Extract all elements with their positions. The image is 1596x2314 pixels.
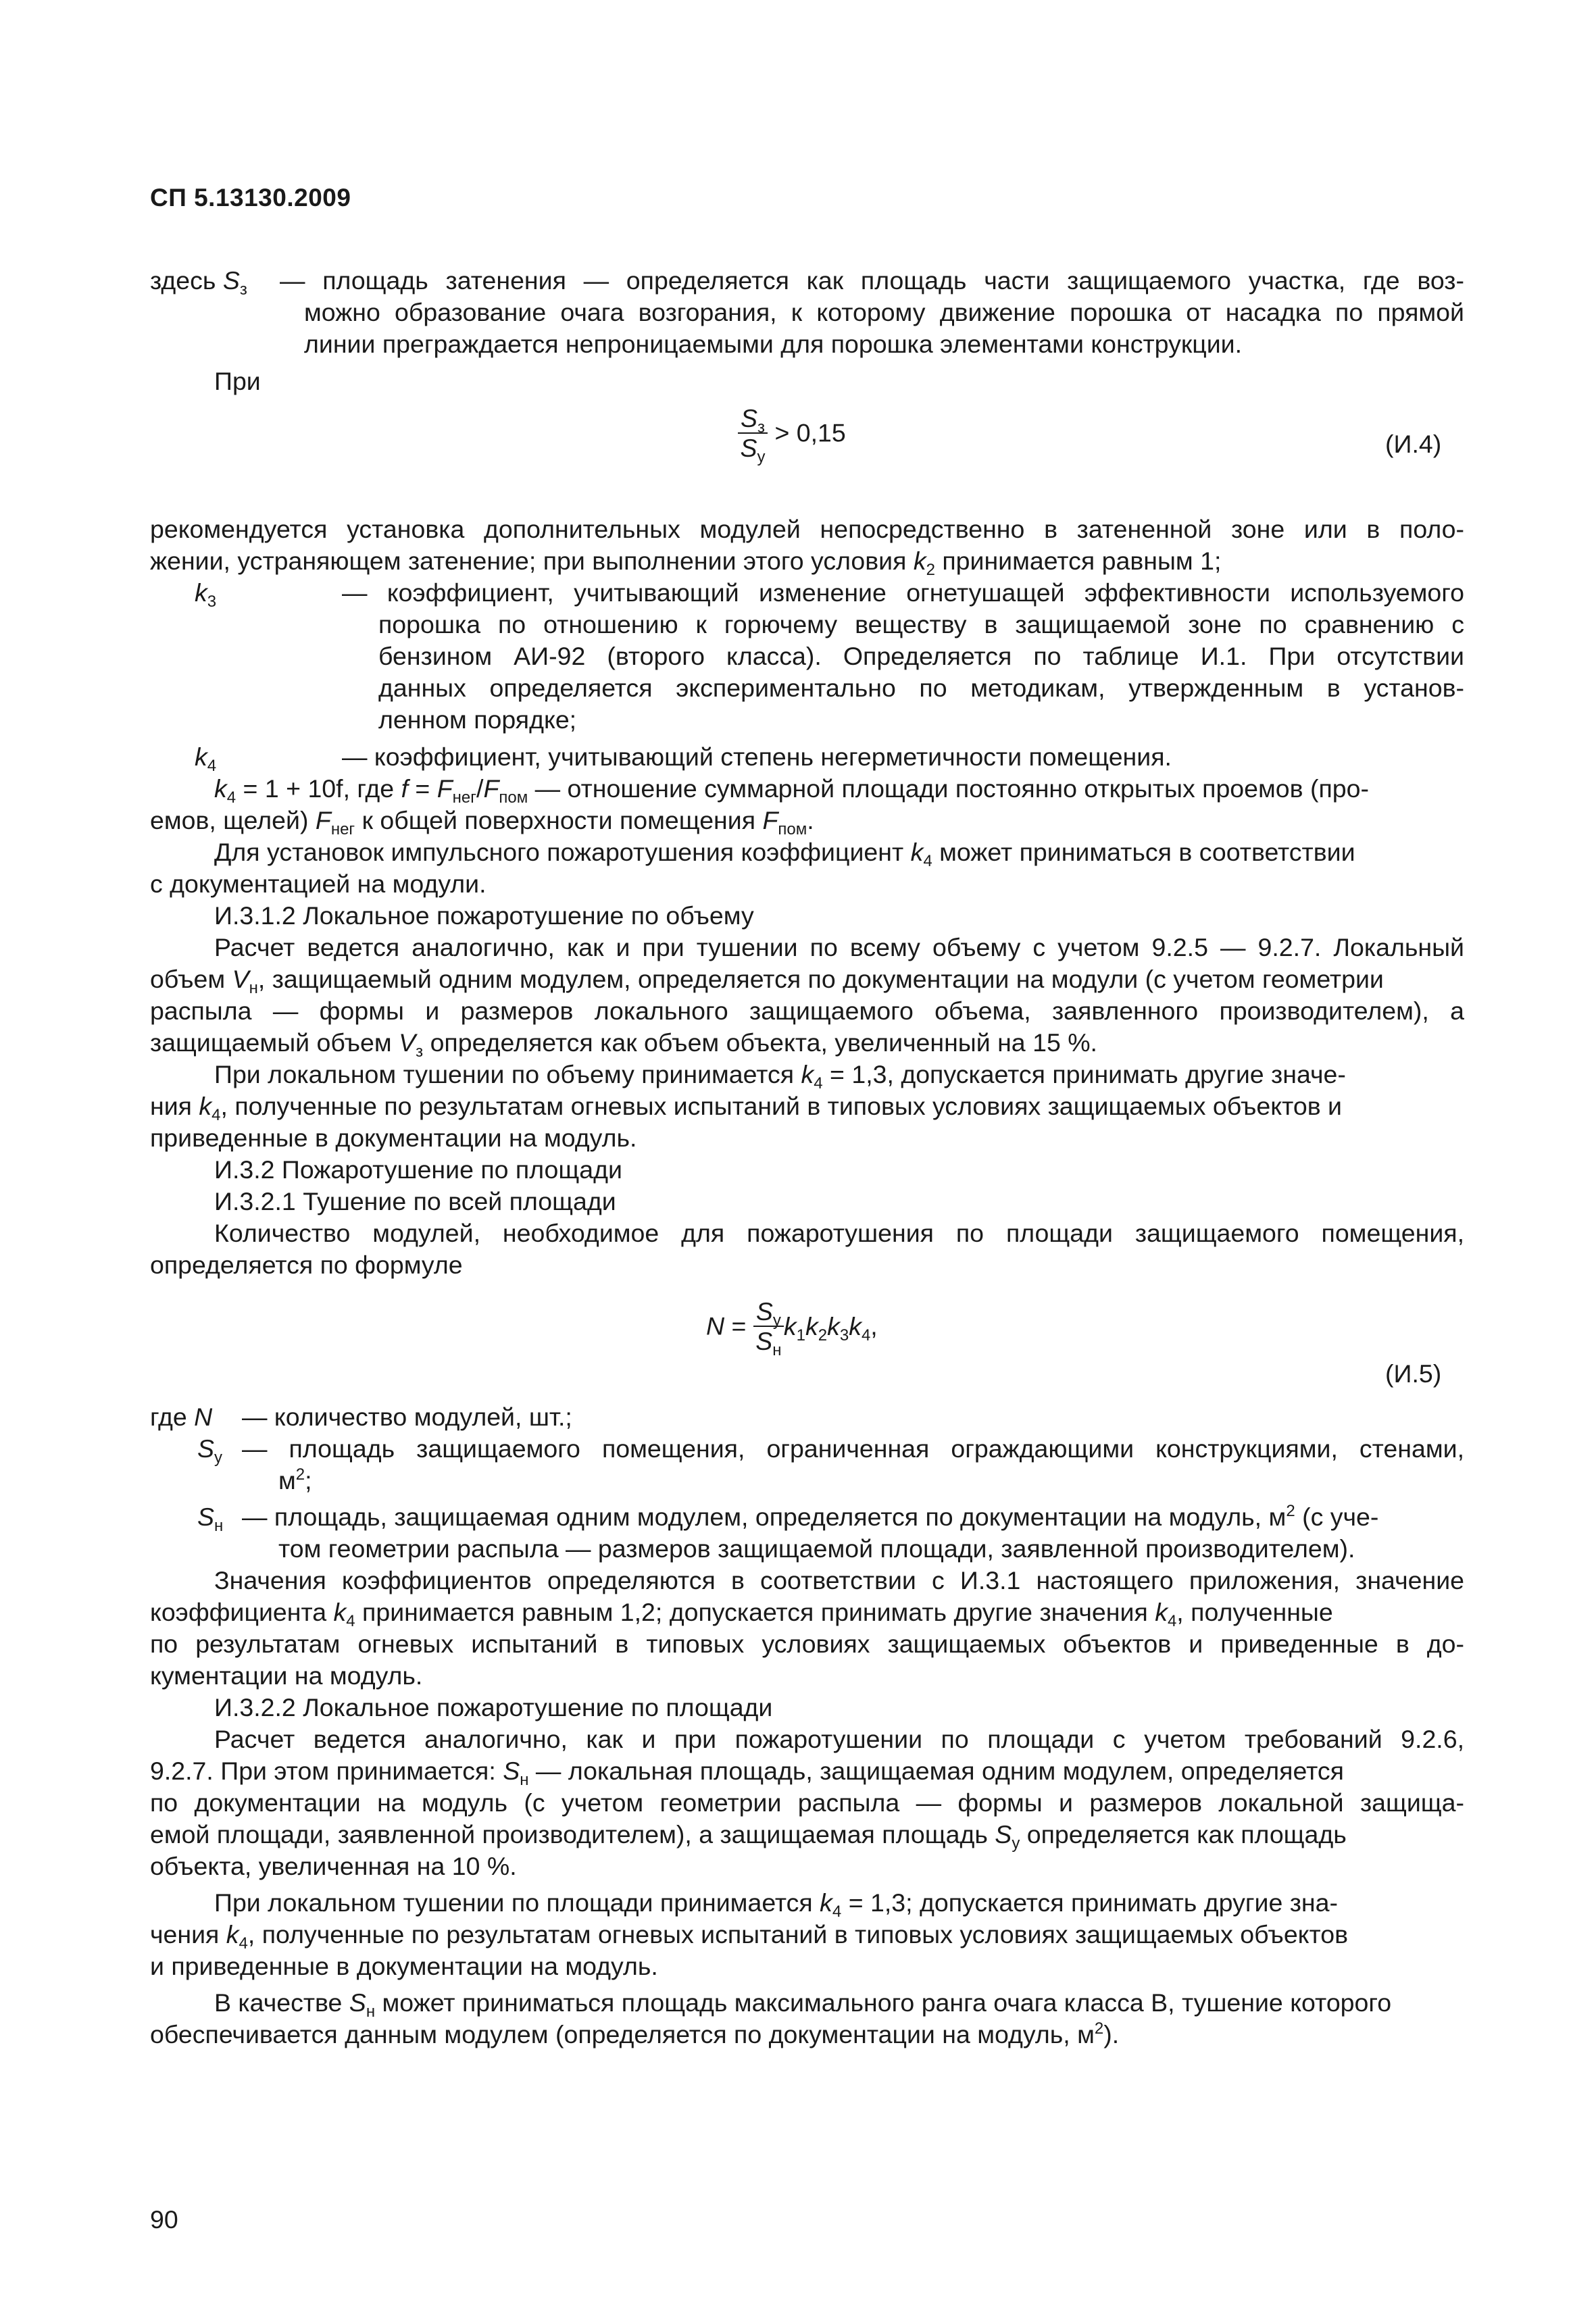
impulse-line-2: с документацией на модули. <box>150 870 487 898</box>
sy-definition-line-1: — площадь защищаемого помещения, ограниченная ограждающими конструкциями, стенами, <box>242 1434 1464 1463</box>
coef-line-3: по результатам огневых испытаний в типовых условиях защищаемых объектов и приведенные в до- <box>150 1630 1464 1658</box>
s3-definition-line-1: — площадь затенения — определяется как площадь части защищаемого участка, где воз- <box>280 266 1464 295</box>
local-area-k4-line-1: При локальном тушении по площади принимается $k_4 = 1,3$; допускается принимать другие зна- <box>214 1888 1338 1921</box>
section-i32-heading: И.3.2 Пожаротушение по площади <box>214 1155 622 1184</box>
k3-definition-line-5: ленном порядке; <box>378 705 577 734</box>
s3-definition-line-2: можно образование очага возгорания, к которому движение порошка от насадка по прямой <box>304 298 1464 326</box>
sn-definition-line-2: том геометрии распыла — размеров защищаемой площади, заявленной производителем). <box>278 1534 1355 1563</box>
fraction-s3-over-sy: $\frac{S_з}{S_у}$ <box>738 404 768 462</box>
local-volume-line-2: ния $k_4$, полученные по результатам огневых испытаний в типовых условиях защищаемых объектов и <box>150 1092 1343 1124</box>
fraction-sy-over-sn: $\frac{S_у}{S_н}$ <box>753 1297 784 1355</box>
s3-definition-line-3: линии преграждается непроницаемыми для порошка элементами конструкции. <box>304 330 1243 358</box>
s3-label: здесь $S_з$ <box>150 266 247 299</box>
local-area-line-1: Расчет ведется аналогично, как и при пожаротушении по площади с учетом требований 9.2.6, <box>214 1725 1464 1753</box>
equation-i4-label: (И.4) <box>1385 430 1442 458</box>
sy-symbol: $S_у$ <box>197 1434 223 1467</box>
k4-formula-line-1: $k_4 = 1 + 10f$, где $f = F_{нег}/F_{пом}$ — отношение суммарной площади постоянно открытых проемов (про- <box>214 774 1369 807</box>
calc-line-3: распыла — формы и размеров локального защищаемого объема, заявленного производителем), а <box>150 997 1464 1025</box>
document-code-header: СП 5.13130.2009 <box>150 184 351 211</box>
coef-line-4: кументации на модуль. <box>150 1661 423 1690</box>
equation-i4-rhs: > 0,15 <box>774 418 846 447</box>
k4-symbol: $k_4$ <box>195 743 217 775</box>
n-label: где N <box>150 1403 213 1431</box>
k3-definition-line-4: данных определяется экспериментально по методикам, утвержденным в установ- <box>378 674 1464 702</box>
n-definition: — количество модулей, шт.; <box>242 1403 572 1431</box>
section-i322-heading: И.3.2.2 Локальное пожаротушение по площади <box>214 1693 773 1721</box>
calc-line-2: объем $V_н$, защищаемый одним модулем, определяется по документации на модули (с учетом геометрии <box>150 965 1384 997</box>
pri-label: При <box>214 367 261 395</box>
k3-symbol: $k_3$ <box>195 578 217 611</box>
quantity-line-2: определяется по формуле <box>150 1251 463 1279</box>
local-area-line-4: емой площади, заявленной производителем), а защищаемая площадь $S_у$ определяется как площадь <box>150 1820 1347 1853</box>
k4-formula-line-2: емов, щелей) $F_{нег}$ к общей поверхности помещения $F_{пом}$. <box>150 806 814 838</box>
k3-definition-line-2: порошка по отношению к горючему веществу в защищаемой зоне по сравнению с <box>378 610 1464 638</box>
sn-definition-line-1: — площадь, защищаемая одним модулем, определяется по документации на модуль, $м^2$ (с уче- <box>242 1502 1379 1531</box>
page-number: 90 <box>150 2205 178 2234</box>
recommendation-line-2: жении, устраняющем затенение; при выполнении этого условия $k_2$ принимается равным 1; <box>150 547 1222 579</box>
coef-line-1: Значения коэффициентов определяются в соответствии с И.3.1 настоящего приложения, значение <box>214 1566 1464 1594</box>
equation-i4 <box>738 404 846 466</box>
class-b-line-1: В качестве $S_н$ может приниматься площадь максимального ранга очага класса В, тушение которого <box>214 1988 1392 2021</box>
local-area-line-2: 9.2.7. При этом принимается: $S_н$ — локальная площадь, защищаемая одним модулем, определяется <box>150 1757 1344 1789</box>
equation-i5-label: (И.5) <box>1385 1359 1442 1388</box>
sn-symbol: $S_н$ <box>197 1503 224 1535</box>
local-area-k4-line-3: и приведенные в документации на модуль. <box>150 1952 658 1980</box>
local-area-k4-line-2: чения $k_4$, полученные по результатам огневых испытаний в типовых условиях защищаемых объектов <box>150 1920 1349 1953</box>
sy-definition-line-2: $м^2$; <box>278 1465 312 1494</box>
calc-line-4: защищаемый объем $V_з$ определяется как объем объекта, увеличенный на 15 %. <box>150 1028 1097 1061</box>
k3-definition-line-3: бензином АИ-92 (второго класса). Определяется по таблице И.1. При отсутствии <box>378 642 1464 670</box>
local-area-line-5: объекта, увеличенная на 10 %. <box>150 1852 517 1880</box>
recommendation-line-1: рекомендуется установка дополнительных модулей непосредственно в затененной зоне или в поло- <box>150 515 1464 543</box>
k3-definition-line-1: — коэффициент, учитывающий изменение огнетушащей эффективности используемого <box>342 578 1464 607</box>
s3-prefix: здесь <box>150 266 216 295</box>
equation-i5: N = $\frac{S_у}{S_н}$ $k_1k_2k_3k_4$, <box>706 1297 878 1359</box>
section-i312-heading: И.3.1.2 Локальное пожаротушение по объему <box>214 901 754 930</box>
quantity-line-1: Количество модулей, необходимое для пожаротушения по площади защищаемого помещения, <box>214 1219 1464 1247</box>
impulse-line-1: Для установок импульсного пожаротушения коэффициент $k_4$ может приниматься в соответствии <box>214 838 1355 870</box>
calc-line-1: Расчет ведется аналогично, как и при тушении по всему объему с учетом 9.2.5 — 9.2.7. Локальный <box>214 933 1464 961</box>
local-volume-line-3: приведенные в документации на модуль. <box>150 1124 637 1152</box>
class-b-line-2: обеспечивается данным модулем (определяется по документации на модуль, $м^2$). <box>150 2019 1120 2048</box>
local-volume-line-1: При локальном тушении по объему принимается $k_4 = 1,3$, допускается принимать другие значе- <box>214 1060 1346 1092</box>
k4-definition: — коэффициент, учитывающий степень негерметичности помещения. <box>342 743 1172 771</box>
local-area-line-3: по документации на модуль (с учетом геометрии распыла — формы и размеров локальной защища- <box>150 1788 1464 1817</box>
section-i321-heading: И.3.2.1 Тушение по всей площади <box>214 1187 616 1215</box>
coef-line-2: коэффициента $k_4$ принимается равным 1,2; допускается принимать другие значения $k_4$, полученные <box>150 1598 1333 1630</box>
